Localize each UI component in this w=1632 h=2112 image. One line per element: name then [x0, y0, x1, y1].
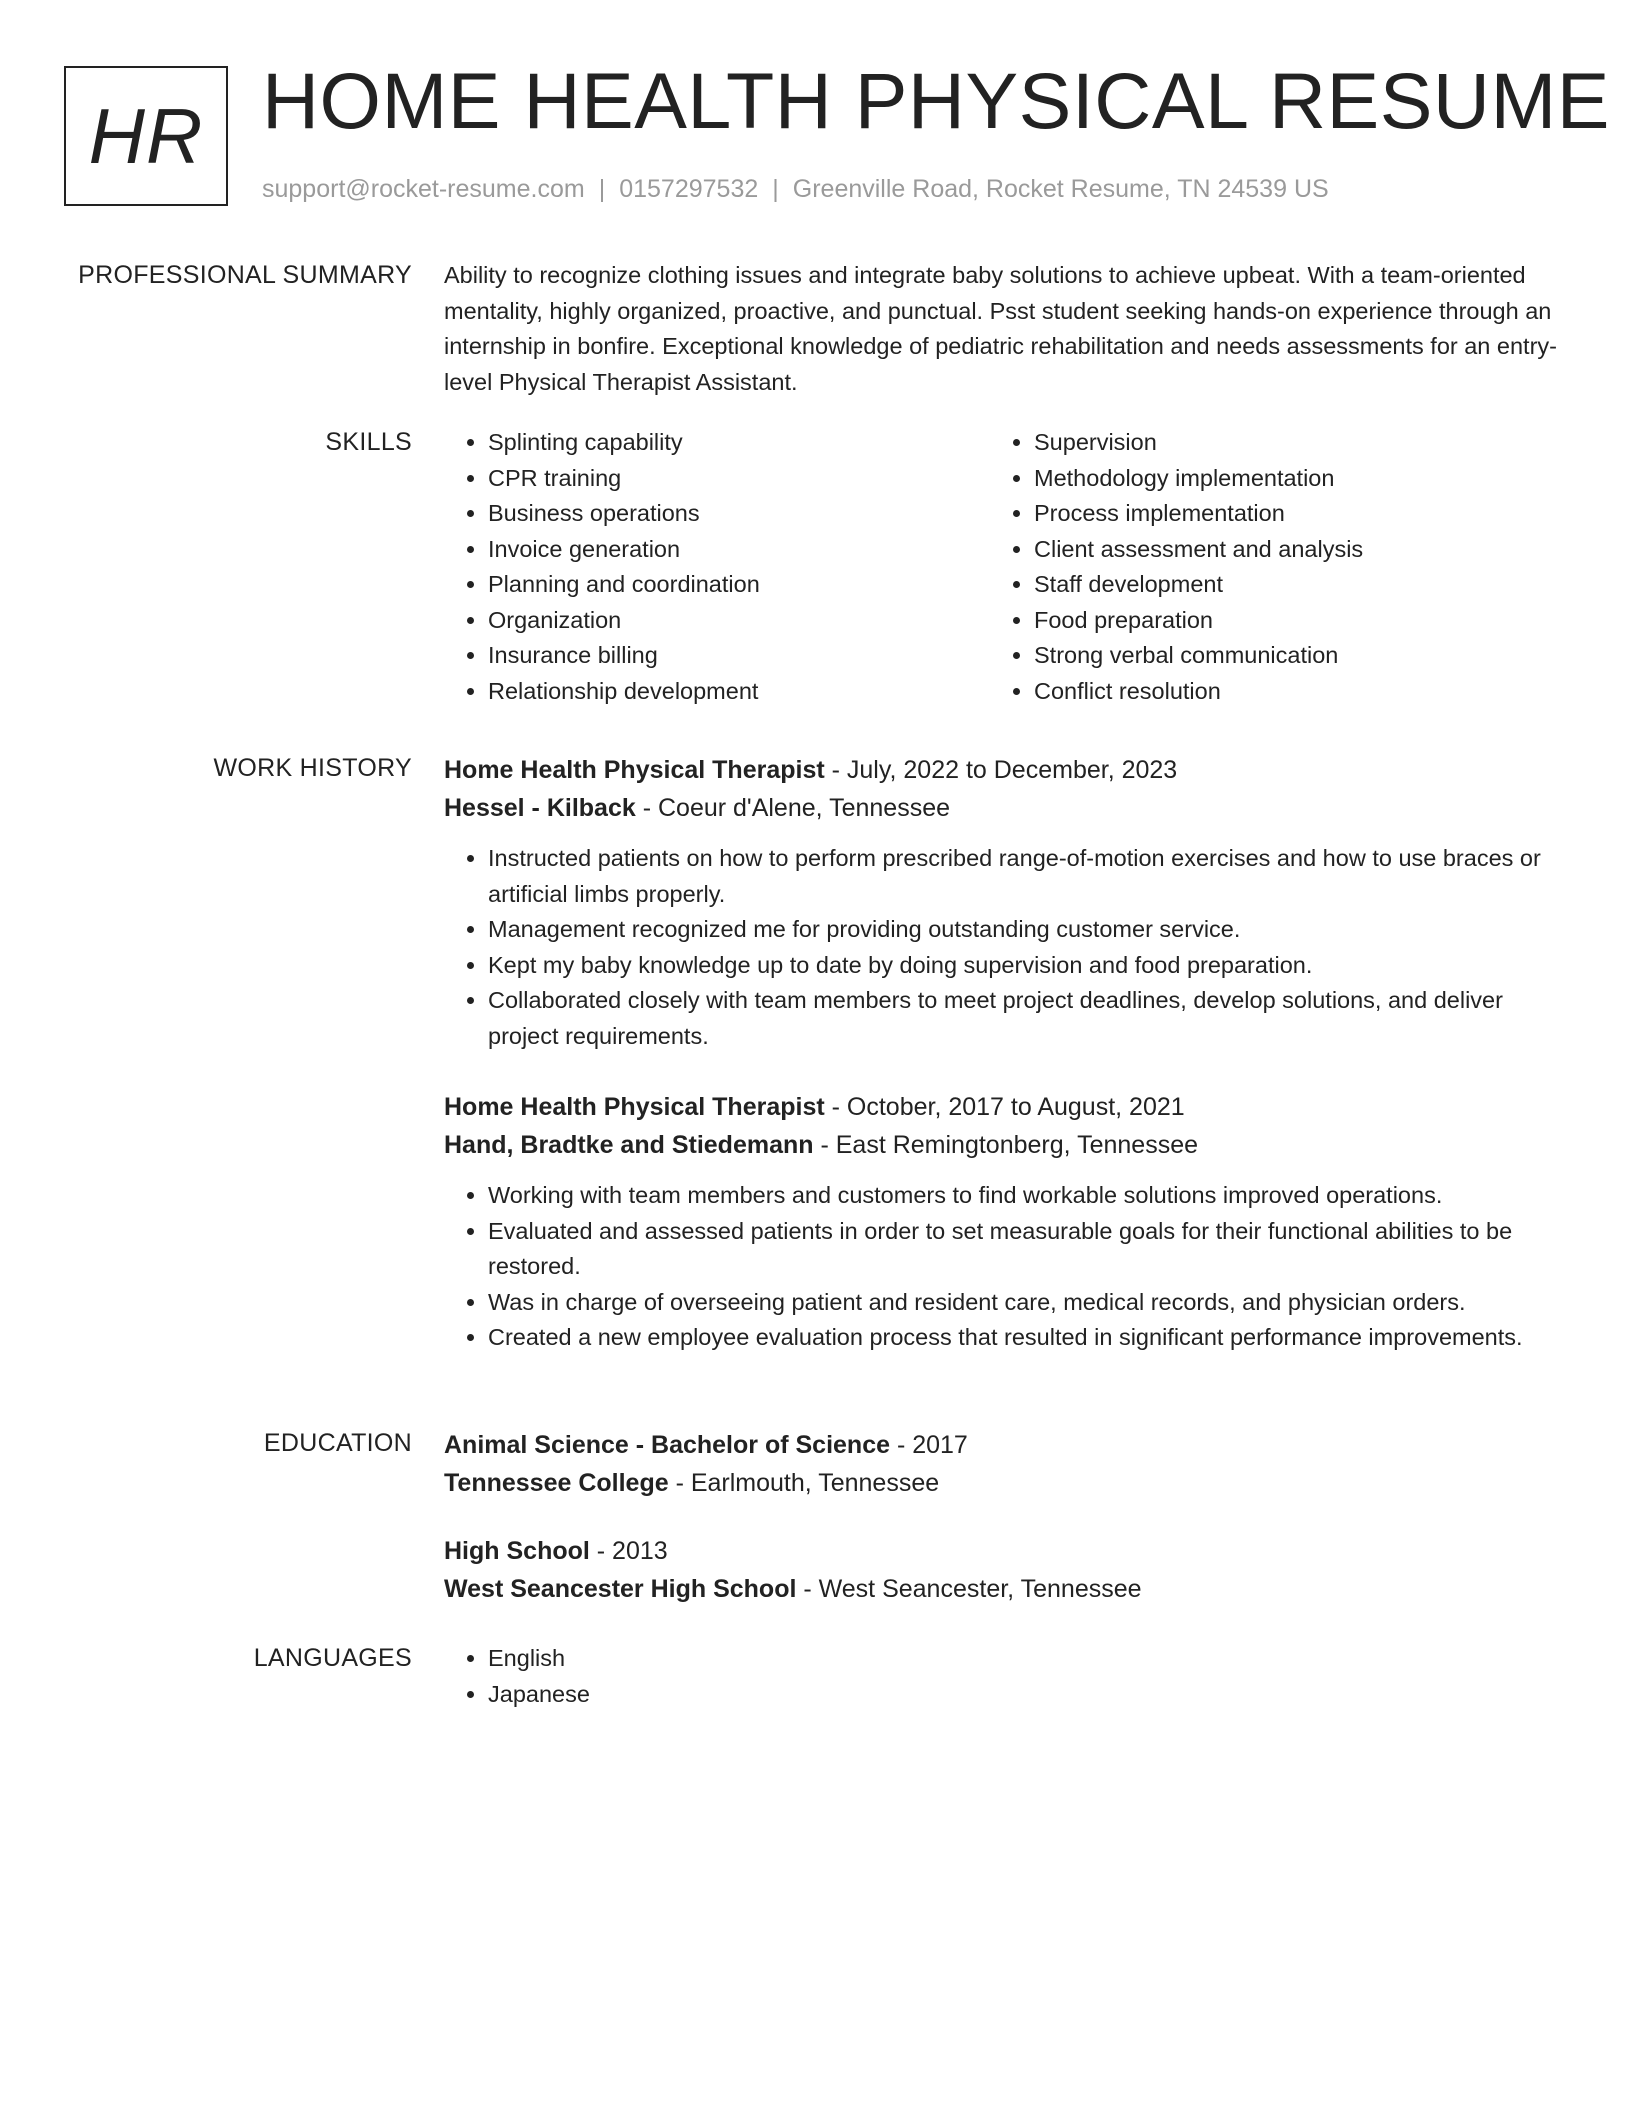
- skill-item: • Insurance billing: [488, 638, 990, 674]
- skill-item: • Supervision: [1034, 425, 1536, 461]
- skill-item: • Strong verbal communication: [1034, 638, 1536, 674]
- contact-address: Greenville Road, Rocket Resume, TN 24539 US: [792, 175, 1329, 203]
- job-bullet: • Was in charge of overseeing patient and resident care, medical records, and physician orders.: [488, 1285, 1560, 1321]
- school-name: West Seancester High School: [444, 1575, 797, 1603]
- job-bullets: [444, 1178, 1560, 1356]
- skill-item: • Food preparation: [1034, 603, 1536, 639]
- education-entry: [444, 1532, 1560, 1608]
- skills-list-left: [444, 425, 990, 709]
- school-location: - Earlmouth, Tennessee: [668, 1469, 940, 1497]
- job-bullet: • Management recognized me for providing outstanding customer service.: [488, 912, 1560, 948]
- job-bullet: • Kept my baby knowledge up to date by doing supervision and food preparation.: [488, 948, 1560, 984]
- job-title: Home Health Physical Therapist: [444, 756, 825, 784]
- job-dates: - July, 2022 to December, 2023: [824, 756, 1178, 784]
- degree-line: [444, 1426, 1560, 1464]
- degree: Animal Science - Bachelor of Science: [444, 1431, 890, 1459]
- job-entry: [444, 751, 1560, 1054]
- degree-line: [444, 1532, 1560, 1570]
- contact-separator: |: [772, 175, 779, 203]
- skill-item: • Splinting capability: [488, 425, 990, 461]
- skills-list-right: [990, 425, 1536, 709]
- skill-item: • Methodology implementation: [1034, 461, 1536, 497]
- languages-body: [444, 1641, 1560, 1712]
- job-bullets: [444, 841, 1560, 1054]
- education-body: [444, 1426, 1560, 1608]
- job-location: - Coeur d'Alene, Tennessee: [635, 794, 950, 822]
- contact-separator: |: [598, 175, 606, 203]
- job-title-line: [444, 1088, 1560, 1126]
- degree: High School: [444, 1537, 590, 1565]
- graduation-year: - 2017: [890, 1431, 968, 1459]
- education-heading: EDUCATION: [263, 1429, 412, 1457]
- summary-body: [444, 258, 1560, 400]
- language-item: • English: [488, 1641, 1560, 1677]
- skill-item: • Business operations: [488, 496, 990, 532]
- job-bullet: • Instructed patients on how to perform prescribed range-of-motion exercises and how to use braces or artificial limbs properly.: [488, 841, 1560, 912]
- education-entry: [444, 1426, 1560, 1502]
- skill-item: • Client assessment and analysis: [1034, 532, 1536, 568]
- monogram-initials: HR: [88, 92, 204, 180]
- skill-item: • Relationship development: [488, 674, 990, 710]
- contact-line: [262, 175, 1329, 204]
- graduation-year: - 2013: [589, 1537, 668, 1565]
- job-bullet: • Collaborated closely with team members to meet project deadlines, develop solutions, and deliver project requirements.: [488, 983, 1560, 1054]
- contact-email[interactable]: support@rocket-resume.com: [262, 175, 585, 203]
- skill-item: • CPR training: [488, 461, 990, 497]
- job-company: Hand, Bradtke and Stiedemann: [444, 1131, 814, 1159]
- school-location: - West Seancester, Tennessee: [796, 1575, 1142, 1603]
- job-location: - East Remingtonberg, Tennessee: [813, 1131, 1199, 1159]
- school-line: [444, 1570, 1560, 1608]
- job-dates: - October, 2017 to August, 2021: [824, 1093, 1185, 1121]
- skill-item: • Organization: [488, 603, 990, 639]
- skill-item: • Conflict resolution: [1034, 674, 1536, 710]
- job-bullet: • Evaluated and assessed patients in order to set measurable goals for their functional abilities to be restored.: [488, 1214, 1560, 1285]
- skill-item: • Invoice generation: [488, 532, 990, 568]
- work-history-heading: WORK HISTORY: [213, 754, 412, 782]
- languages-list: [444, 1641, 1560, 1712]
- job-title-line: [444, 751, 1560, 789]
- work-history-body: [444, 751, 1560, 1356]
- summary-heading: PROFESSIONAL SUMMARY: [78, 261, 412, 289]
- school-line: [444, 1464, 1560, 1502]
- job-bullet: • Working with team members and customers to find workable solutions improved operations.: [488, 1178, 1560, 1214]
- resume-title: HOME HEALTH PHYSICAL RESUME: [262, 56, 1610, 145]
- languages-heading: LANGUAGES: [253, 1644, 412, 1672]
- job-bullet: • Created a new employee evaluation process that resulted in significant performance improvements.: [488, 1320, 1560, 1356]
- contact-phone[interactable]: 0157297532: [619, 175, 759, 203]
- school-name: Tennessee College: [444, 1469, 669, 1497]
- summary-text: Ability to recognize clothing issues and integrate baby solutions to achieve upbeat. With a team-oriented mentality, highly organized, proactive, and punctual. Psst student seeking hands-on experience through an internship in bonfire. Exceptional knowledge of pediatric rehabilitation and needs assessments for an entry-level Physical Therapist Assistant.: [444, 262, 1557, 395]
- job-company: Hessel - Kilback: [444, 794, 636, 822]
- language-item: • Japanese: [488, 1677, 1560, 1713]
- skill-item: • Planning and coordination: [488, 567, 990, 603]
- monogram-logo: [64, 66, 228, 206]
- skills-heading: SKILLS: [325, 428, 412, 456]
- skill-item: • Staff development: [1034, 567, 1536, 603]
- job-company-line: [444, 1126, 1560, 1164]
- skill-item: • Process implementation: [1034, 496, 1536, 532]
- job-title: Home Health Physical Therapist: [444, 1093, 825, 1121]
- job-entry: [444, 1088, 1560, 1356]
- job-company-line: [444, 789, 1560, 827]
- skills-body: [444, 425, 1560, 709]
